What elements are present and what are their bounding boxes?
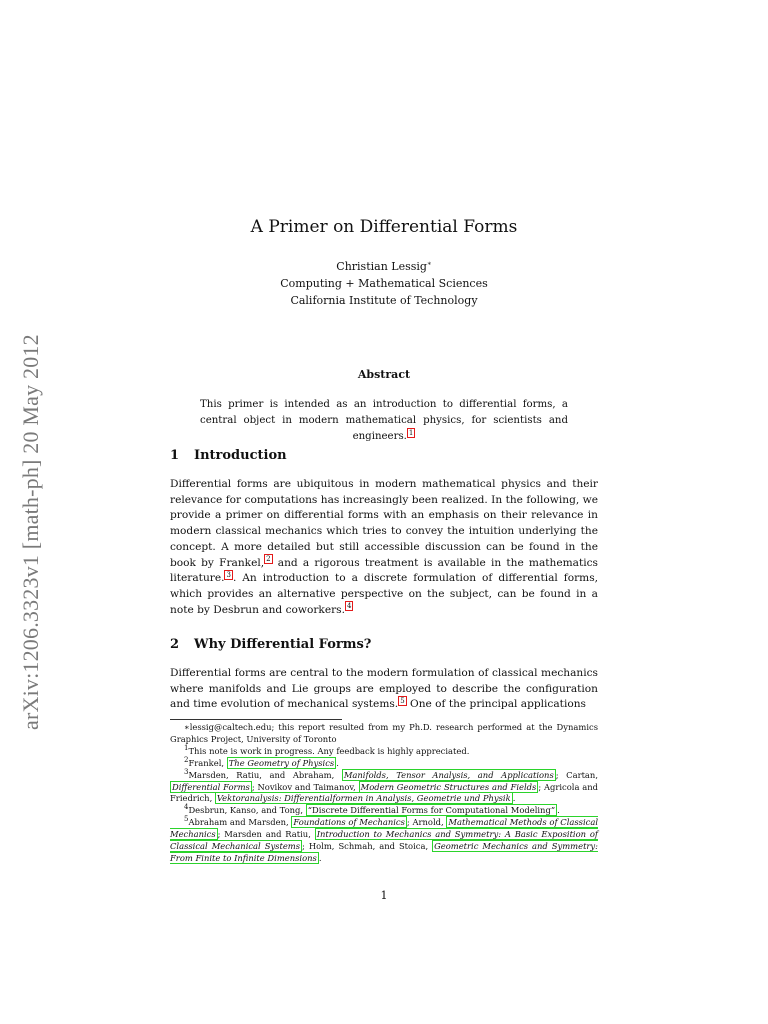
footnote-5: $^5$Abraham and Marsden, Foundations of Mechanics ; Arnold, Mathematical Methods of Classical Mechanics ; Marsden and Ratiu, Introduction to Mechanics and Symmetry: A Basic Exposition of Classical Mechanical Systems ; Holm, Schmah, and Stoica, Geometric Mechanics and Symmetry: From Finite to Infinite Dimensions .	[170, 815, 599, 863]
citation-link[interactable]: Differential Forms	[172, 781, 250, 792]
fn3-pre: Marsden, Ratiu, and Abraham,	[188, 769, 342, 780]
footnote-ref-1[interactable]: 1	[408, 428, 414, 437]
intro-text-2: and a rigorous treatment is available in the mathematics literature.	[170, 556, 598, 585]
footnotes	[170, 722, 598, 865]
why-text-1: Differential forms are central to the modern formulation of classical mechanics where manifolds and Lie groups are employed to describe the configuration and time evolution of mechanical systems.	[170, 667, 598, 711]
author-mark: ∗	[426, 259, 432, 268]
author-block	[0, 258, 768, 309]
abstract-heading: Abstract	[357, 368, 411, 381]
footnote-2: $^2$Frankel, The Geometry of Physics .	[184, 755, 339, 768]
intro-paragraph	[170, 477, 598, 618]
fn4-post: .	[557, 805, 560, 816]
section-number: 1	[170, 448, 180, 463]
section-title: Introduction	[194, 448, 287, 463]
fn2-pre: Frankel,	[188, 757, 227, 768]
footnote-3: $^3$Marsden, Ratiu, and Abraham, Manifolds, Tensor Analysis, and Applications ; Cartan, Differential Forms ; Novikov and Taimanov, Modern Geometric Structures and Fields ; Agricola and Friedrich, Vektoranalysis: Differentialformen in Analysis, Geometrie und Physik .	[170, 767, 599, 804]
why-text-2: One of the principal applications	[406, 698, 586, 711]
footnote-1: $^1$This note is work in progress. Any feedback is highly appreciated.	[184, 744, 470, 756]
author-name: Christian Lessig	[336, 260, 427, 273]
citation-link[interactable]: Vektoranalysis: Differentialformen in Analysis, Geometrie und Physik	[216, 793, 511, 804]
footnote-star: ∗lessig@caltech.edu; this report resulted from my Ph.D. research performed at the Dynamics Graphics Project, University of Toronto	[170, 722, 598, 744]
section-heading-introduction	[170, 448, 287, 463]
section-heading-why	[170, 637, 371, 652]
fn5-pre: Abraham and Marsden,	[188, 817, 292, 828]
fn3-mid: ; Agricola and Friedrich,	[170, 781, 599, 804]
citation-link[interactable]: Modern Geometric Structures and Fields	[360, 781, 537, 792]
paper-title: A Primer on Differential Forms	[250, 217, 518, 237]
citation-link[interactable]: “Discrete Differential Forms for Computational Modeling”	[307, 805, 556, 816]
citation-link[interactable]: Manifolds, Tensor Analysis, and Applications	[343, 769, 554, 780]
footnote-ref-4[interactable]: 4	[346, 602, 352, 611]
section-title: Why Differential Forms?	[194, 637, 372, 652]
fn2-post: .	[336, 757, 339, 768]
fn3-mid: ; Novikov and Taimanov,	[251, 781, 359, 792]
intro-text-1: Differential forms are ubiquitous in modern mathematical physics and their relevance for computations has increasingly been realized. In the following, we provide a primer on differential forms with an emphasis on their relevance in modern classical mechanics which tries to convey the intuition underlying the concept. A more detailed but still accessible discussion can be found in the book by Frankel,	[170, 478, 598, 569]
fn3-mid: ; Cartan,	[555, 769, 598, 780]
fn5-mid: ; Holm, Schmah, and Stoica,	[302, 841, 433, 852]
footnote-ref-2[interactable]: 2	[266, 554, 271, 563]
affiliation-1: Computing + Mathematical Sciences	[280, 277, 488, 290]
abstract-body: This primer is intended as an introduction to differential forms, a central object in modern mathematical physics, for scientists and engineers.	[200, 399, 568, 442]
fn4-pre: Desbrun, Kanso, and Tong,	[188, 805, 306, 816]
fn5-mid: ; Arnold,	[406, 817, 447, 828]
intro-text-3: . An introduction to a discrete formulation of differential forms, which provides an alternative perspective on the subject, can be found in a note by Desbrun and coworkers.	[170, 572, 598, 616]
fn5-post: .	[318, 852, 322, 863]
footnote-ref-3[interactable]: 3	[226, 570, 231, 579]
footnote-rule	[170, 719, 342, 720]
citation-link[interactable]: Mathematical Methods of Classical Mechanics	[170, 817, 599, 840]
fn3-post: .	[512, 793, 516, 804]
affiliation-2: California Institute of Technology	[290, 294, 478, 307]
citation-link[interactable]: Geometric Mechanics and Symmetry: From Finite to Infinite Dimensions	[170, 841, 598, 863]
arxiv-stamp: arXiv:1206.3323v1 [math-ph] 20 May 2012	[18, 334, 43, 730]
fn5-mid: ; Marsden and Ratiu,	[217, 829, 315, 840]
citation-link[interactable]: Foundations of Mechanics	[293, 817, 405, 828]
why-paragraph	[170, 666, 598, 713]
abstract-text	[200, 397, 568, 445]
page-number: 1	[380, 889, 388, 902]
section-number: 2	[170, 637, 180, 652]
footnote-4: $^4$Desbrun, Kanso, and Tong, “Discrete Differential Forms for Computational Modeling” .	[184, 803, 560, 816]
citation-link[interactable]: Introduction to Mechanics and Symmetry: A Basic Exposition of Classical Mechanical Systems	[170, 829, 598, 852]
footnote-1-text: This note is work in progress. Any feedback is highly appreciated.	[188, 745, 470, 756]
citation-link[interactable]: The Geometry of Physics	[228, 757, 335, 768]
footnote-ref-5[interactable]: 5	[400, 696, 405, 705]
